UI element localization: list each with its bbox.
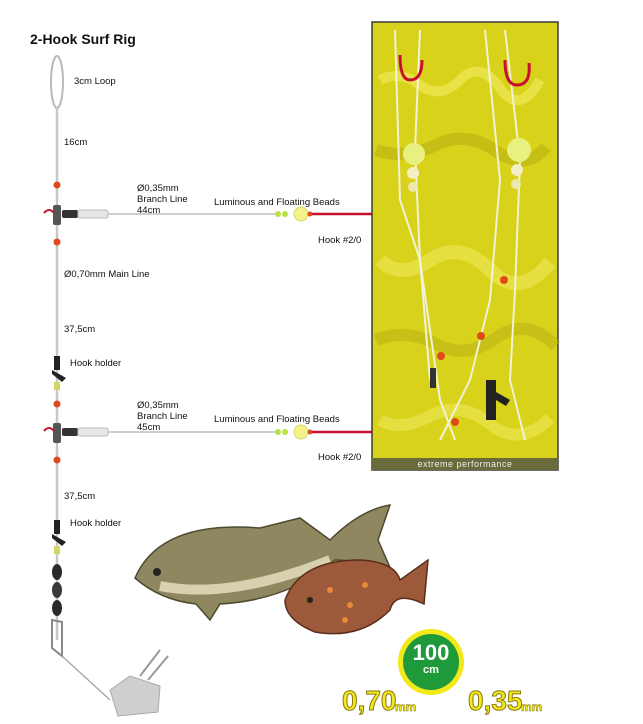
loop-shape: [51, 56, 63, 108]
hook-holder-1: [52, 356, 66, 390]
main-line-diameter-unit: mm: [395, 700, 417, 714]
branch-1-name: Branch Line: [137, 194, 188, 205]
hook-holder-2: [52, 520, 66, 554]
hook-holder-1-label: Hook holder: [70, 358, 122, 369]
hook-2-label: Hook #2/0: [318, 452, 362, 463]
loop-label: 3cm Loop: [74, 76, 116, 87]
segment-3-label: 37,5cm: [64, 491, 96, 502]
branch-2-diameter: Ø0,35mm: [137, 400, 179, 411]
hook-1-label: Hook #2/0: [318, 235, 362, 246]
main-line-label: Ø0,70mm Main Line: [64, 269, 150, 280]
hook-holder-2-label: Hook holder: [70, 518, 122, 529]
branch-2-length: 45cm: [137, 422, 161, 433]
bottom-swivel: [52, 564, 62, 656]
length-badge-value: 100: [412, 640, 450, 665]
package-card: [372, 22, 558, 470]
package-tagline: extreme performance: [417, 459, 513, 469]
beads-1-label: Luminous and Floating Beads: [214, 197, 340, 208]
beads-2-label: Luminous and Floating Beads: [214, 414, 340, 425]
length-badge-unit: cm: [423, 664, 439, 676]
lower-beads: [275, 425, 313, 439]
segment-2-label: 37,5cm: [64, 324, 96, 335]
branch-1-length: 44cm: [137, 205, 161, 216]
branch-line-diameter-unit: mm: [521, 700, 543, 714]
branch-2-name: Branch Line: [137, 411, 188, 422]
lower-swivel: [44, 423, 78, 443]
segment-1-label: 16cm: [64, 137, 88, 148]
rig-title: 2-Hook Surf Rig: [30, 31, 136, 47]
main-line-diameter-value: 0,70: [342, 685, 397, 716]
branch-1-diameter: Ø0,35mm: [137, 183, 179, 194]
sinker-icon: [110, 650, 168, 716]
branch-line-diameter-value: 0,35: [468, 685, 523, 716]
upper-swivel: [44, 205, 78, 225]
upper-beads: [275, 207, 313, 221]
